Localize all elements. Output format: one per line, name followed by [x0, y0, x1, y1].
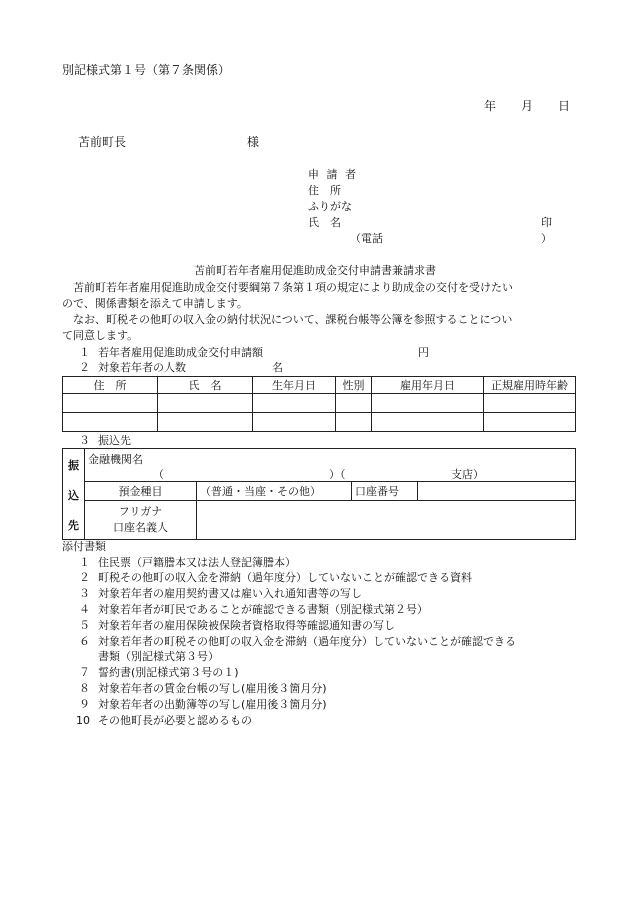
branch-label: 支店）	[451, 468, 484, 481]
document-title: 苫前町若年者雇用促進助成金交付申請書兼請求書	[194, 264, 436, 277]
form-reference: 別記様式第１号（第７条関係）	[62, 63, 231, 77]
account-holder-cell[interactable]	[197, 501, 576, 540]
table-cell[interactable]	[63, 413, 158, 432]
date-year-label: 年	[484, 99, 497, 113]
column-header-birthdate: 生年月日	[253, 377, 336, 394]
body-paragraph-1-line-1: 苫前町若年者雇用促進助成金交付要綱第７条第１項の規定により助成金の交付を受けたい	[73, 281, 513, 294]
attachment-text-continued: 書類（別記様式第３号）	[98, 650, 219, 663]
column-header-age-at-hire: 正規雇用時年齢	[484, 377, 576, 394]
item-3-number: ３	[79, 434, 90, 447]
account-holder-label-cell	[85, 501, 197, 540]
bank-mid-paren: ）（	[329, 468, 346, 481]
account-number-label: 口座番号	[352, 482, 418, 501]
item-1-number: １	[79, 346, 90, 359]
table-cell[interactable]	[372, 413, 484, 432]
attachment-number: ８	[79, 682, 90, 695]
attachment-number: 10	[76, 714, 90, 727]
applicant-address-label: 住 所	[308, 184, 341, 197]
table-cell[interactable]	[158, 394, 253, 413]
applicant-label: 申 請 者	[308, 168, 358, 181]
column-header-address: 住 所	[63, 377, 158, 394]
attachments-heading: 添付書類	[62, 540, 106, 553]
item-2-label: 対象若年者の人数	[98, 361, 186, 374]
attachment-text: その他町長が必要と認めるもの	[98, 714, 252, 727]
item-2-number: ２	[79, 361, 90, 374]
table-row	[63, 394, 576, 413]
account-number-cell[interactable]	[418, 482, 576, 501]
table-cell[interactable]	[484, 394, 576, 413]
attachment-number: ５	[79, 619, 90, 632]
table-cell[interactable]	[372, 394, 484, 413]
applicant-phone-close: ）	[541, 232, 552, 245]
table-cell[interactable]	[158, 413, 253, 432]
column-header-employment-date: 雇用年月日	[372, 377, 484, 394]
attachment-number: ３	[79, 587, 90, 600]
bank-open-paren: （	[153, 468, 164, 481]
date-day-label: 日	[558, 99, 571, 113]
table-cell[interactable]	[484, 413, 576, 432]
attachment-text: 住民票（戸籍謄本又は法人登記簿謄本）	[98, 556, 296, 569]
body-paragraph-1-line-2: ので、関係書類を添えて申請します。	[62, 297, 248, 310]
attachment-number: ４	[79, 603, 90, 616]
transfer-side-char: 込	[68, 489, 79, 502]
date-month-label: 月	[521, 99, 534, 113]
attachment-number: １	[79, 556, 90, 569]
table-cell[interactable]	[336, 413, 372, 432]
employees-table	[62, 376, 576, 432]
applicant-name-label: 氏 名	[308, 216, 341, 229]
item-3-label: 振込先	[98, 434, 131, 447]
table-row	[63, 413, 576, 432]
attachment-text: 対象若年者が町民であることが確認できる書類（別記様式第２号）	[98, 603, 428, 616]
attachment-text: 対象若年者の雇用契約書又は雇い入れ通知書等の写し	[98, 587, 362, 600]
table-cell[interactable]	[253, 394, 336, 413]
table-cell[interactable]	[336, 394, 372, 413]
body-paragraph-1	[62, 280, 582, 312]
applicant-phone-open: （電話	[350, 232, 383, 245]
column-header-name: 氏 名	[158, 377, 253, 394]
item-1-label: 若年者雇用促進助成金交付申請額	[98, 346, 263, 359]
transfer-side-label	[63, 449, 85, 540]
attachment-number: ９	[79, 698, 90, 711]
bank-name-cell[interactable]	[85, 449, 576, 482]
transfer-side-char: 振	[68, 459, 79, 472]
attachment-number: ７	[79, 666, 90, 679]
body-paragraph-2-line-2: て同意します。	[62, 329, 139, 342]
transfer-side-char: 先	[68, 519, 79, 532]
attachment-number: ６	[79, 635, 90, 648]
employees-table-header-row	[63, 377, 576, 394]
furigana-label: フリガナ	[118, 505, 163, 519]
deposit-type-options[interactable]: （普通・当座・その他）	[197, 482, 352, 501]
table-cell[interactable]	[253, 413, 336, 432]
attachment-text: 対象若年者の雇用保険被保険者資格取得等確認通知書の写し	[98, 619, 395, 632]
seal-mark: 印	[541, 216, 552, 229]
attachment-text: 対象若年者の賃金台帳の写し(雇用後３箇月分)	[98, 682, 327, 695]
attachment-text: 誓約書(別記様式第３号の１)	[98, 666, 239, 679]
attachment-text: 対象若年者の町税その他町の収入金を滞納（過年度分）していないことが確認できる	[98, 635, 516, 648]
attachment-text: 対象若年者の出勤簿等の写し(雇用後３箇月分)	[98, 698, 327, 711]
item-1-unit: 円	[418, 346, 429, 359]
bank-transfer-table	[62, 448, 576, 540]
attachment-text: 町税その他町の収入金を滞納（過年度分）していないことが確認できる資料	[98, 571, 472, 584]
account-holder-label: 口座名義人	[113, 521, 168, 535]
body-paragraph-2	[62, 312, 582, 344]
item-2-unit: 名	[272, 361, 283, 374]
column-header-sex: 性別	[336, 377, 372, 394]
addressee-name: 苫前町長	[78, 135, 127, 149]
bank-name-label: 金融機関名	[88, 453, 143, 466]
table-cell[interactable]	[63, 394, 158, 413]
attachment-number: ２	[79, 571, 90, 584]
applicant-furigana-label: ふりがな	[308, 200, 352, 213]
deposit-type-label: 預金種目	[85, 482, 197, 501]
body-paragraph-2-line-1: なお、町税その他町の収入金の納付状況について、課税台帳等公簿を参照することについ	[73, 313, 513, 326]
addressee-honorific: 様	[247, 135, 260, 149]
